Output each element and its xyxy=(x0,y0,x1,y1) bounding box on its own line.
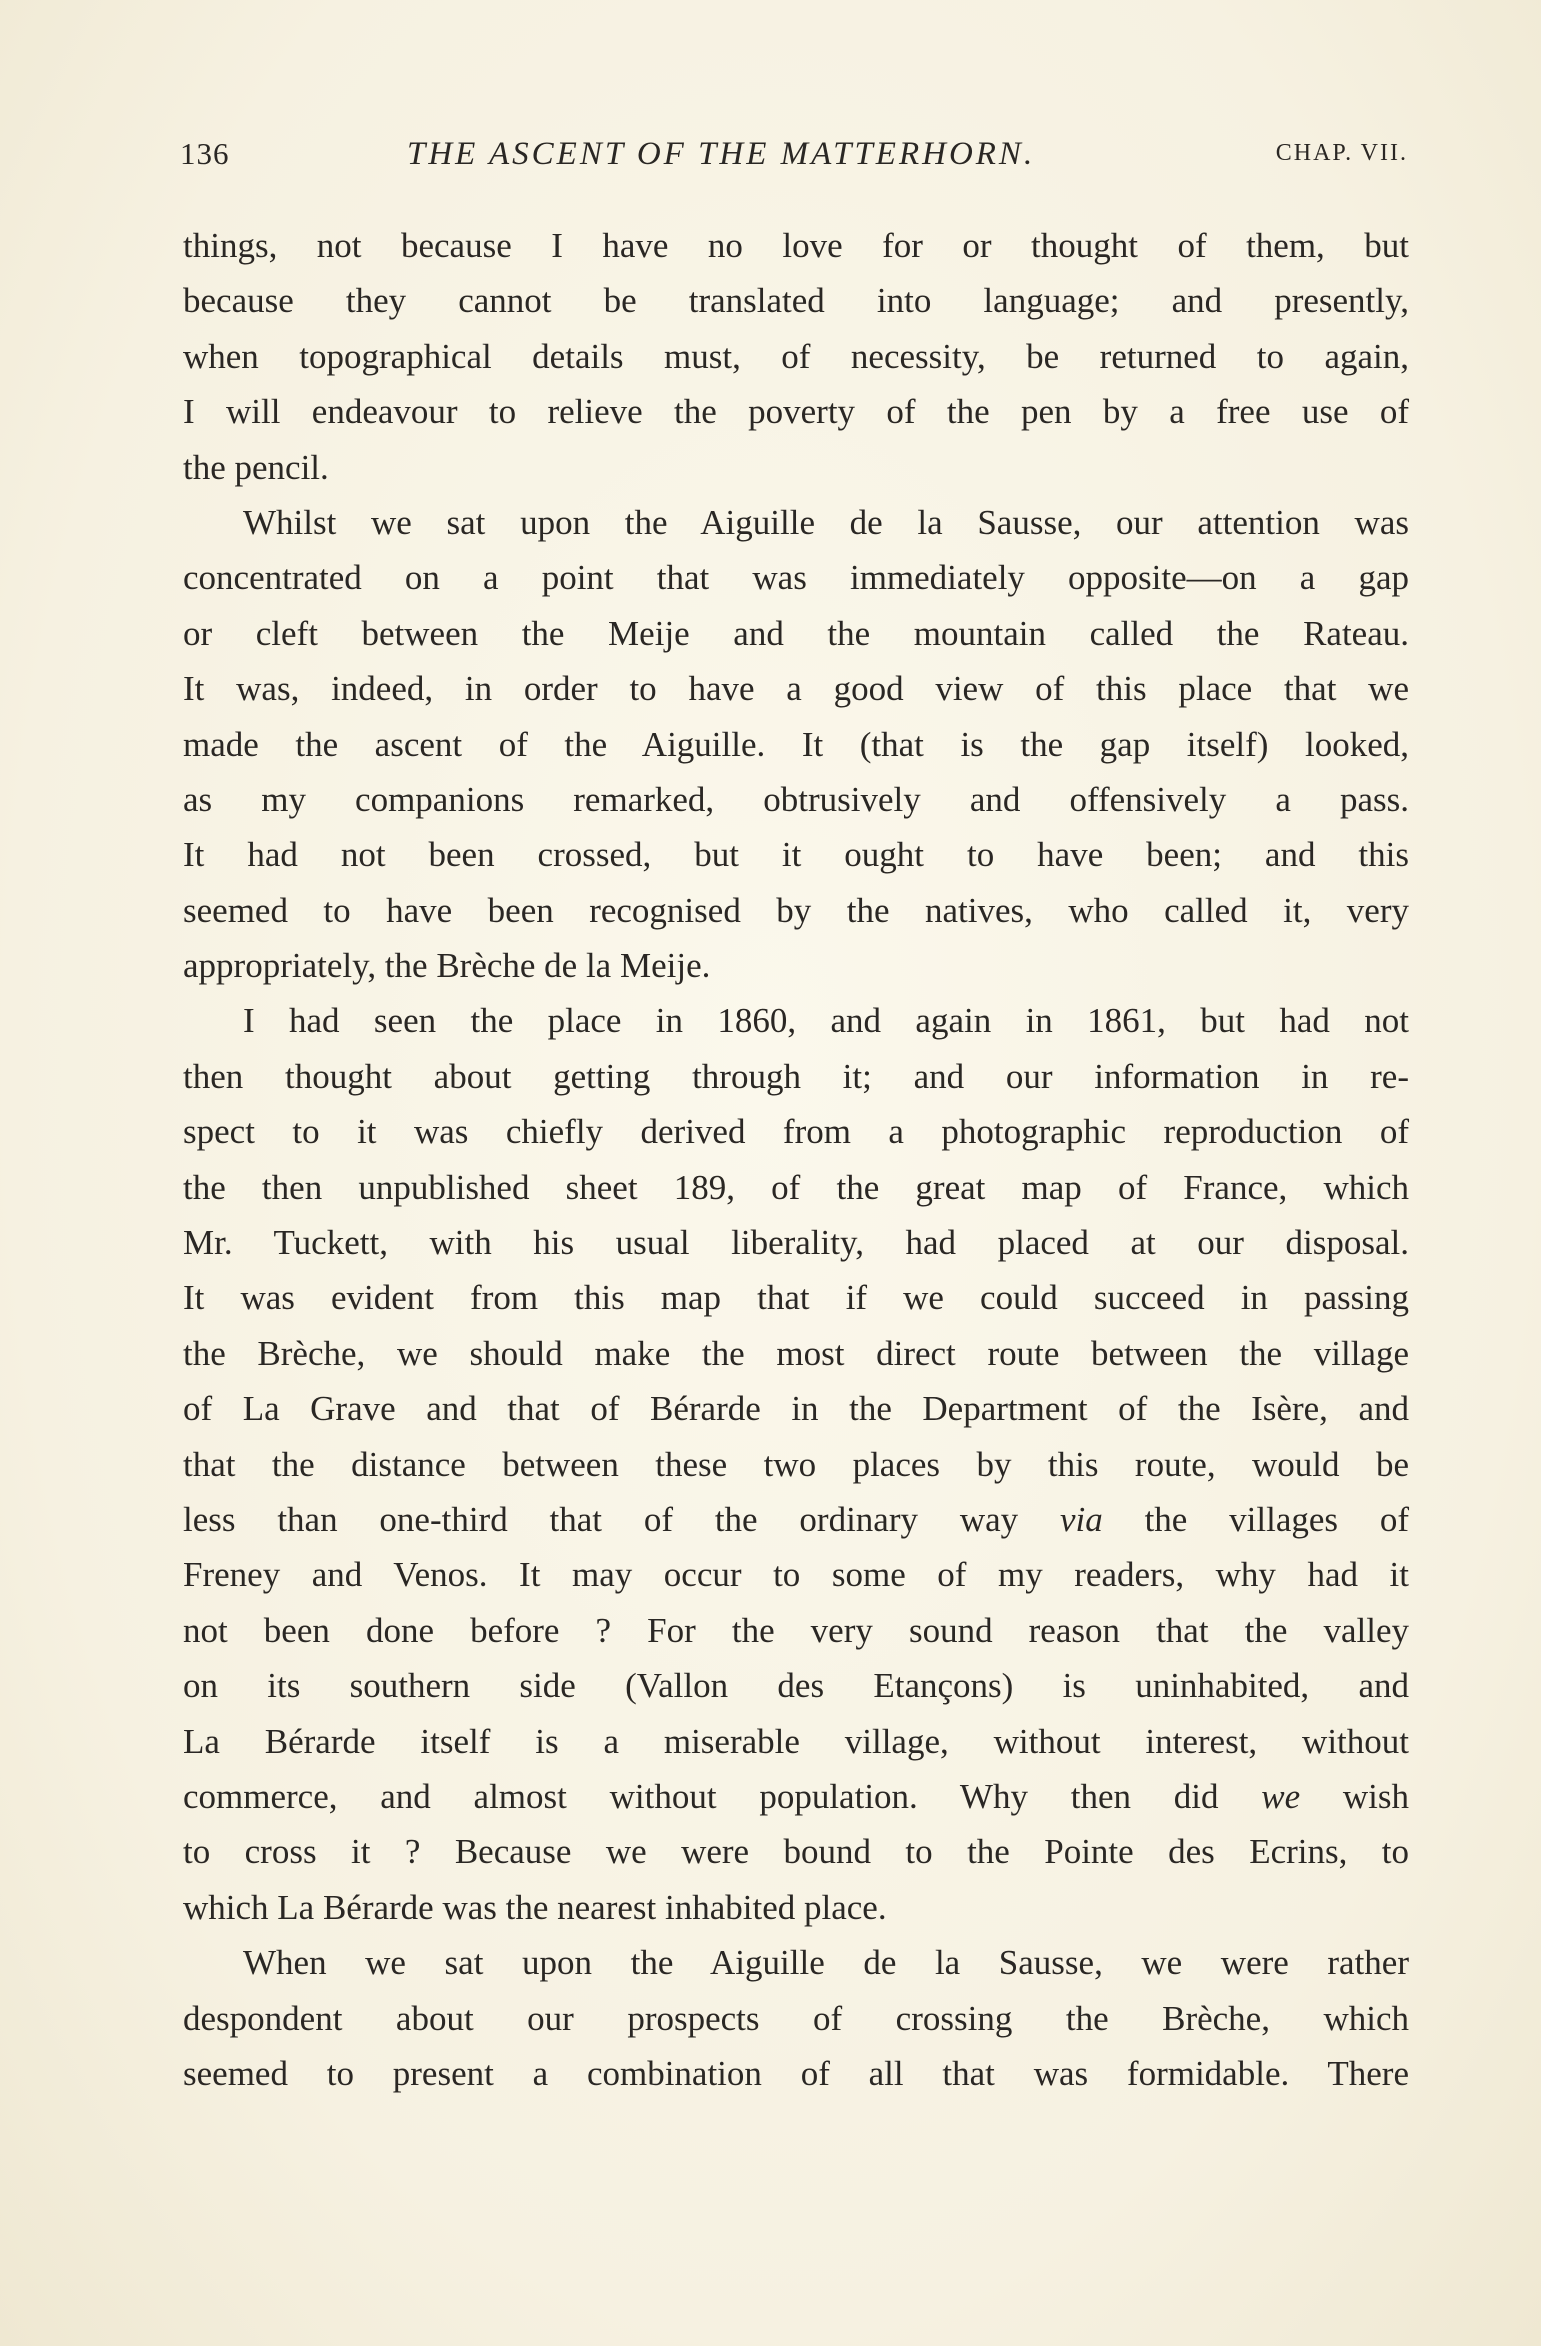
text-line: less than one-third that of the ordinary way via the villages of xyxy=(183,1499,1409,1539)
text-line: commerce, and almost without population. Why then did we wish xyxy=(183,1776,1409,1816)
text-line: or cleft between the Meije and the mountain called the Rateau. xyxy=(183,613,1409,653)
body-text xyxy=(183,218,1409,2101)
text-line: spect to it was chiefly derived from a photographic reproduction of xyxy=(183,1112,1409,1152)
text-line: when topographical details must, of necessity, be returned to again, xyxy=(183,336,1409,376)
paragraph-1 xyxy=(183,218,1409,495)
text-line: things, not because I have no love for or thought of them, but xyxy=(183,226,1409,265)
chapter-label: CHAP. VII. xyxy=(1275,140,1408,166)
text-line: which La Bérarde was the nearest inhabited place. xyxy=(183,1887,887,1927)
text-line: the then unpublished sheet 189, of the great map of France, which xyxy=(183,1167,1409,1207)
text-line: despondent about our prospects of crossing the Brèche, which xyxy=(183,1998,1409,2038)
text-line: concentrated on a point that was immediately opposite—on a gap xyxy=(183,558,1409,598)
text-line: to cross it ? Because we were bound to the Pointe des Ecrins, to xyxy=(183,1832,1409,1872)
text-line: on its southern side (Vallon des Etançons) is uninhabited, and xyxy=(183,1666,1409,1706)
text-line: I had seen the place in 1860, and again in 1861, but had not xyxy=(243,1001,1409,1041)
text-line: the pencil. xyxy=(183,447,329,487)
text-line: the Brèche, we should make the most direct route between the village xyxy=(183,1333,1409,1373)
text-line: then thought about getting through it; and our information in re- xyxy=(183,1056,1409,1096)
paragraph-2 xyxy=(183,495,1409,994)
text-line: When we sat upon the Aiguille de la Sausse, we were rather xyxy=(243,1943,1409,1983)
text-line: appropriately, the Brèche de la Meije. xyxy=(183,946,711,986)
text-line: that the distance between these two places by this route, would be xyxy=(183,1444,1409,1484)
text-line: I will endeavour to relieve the poverty of the pen by a free use of xyxy=(183,392,1409,432)
text-line: as my companions remarked, obtrusively and offensively a pass. xyxy=(183,779,1409,819)
paragraph-3 xyxy=(183,993,1409,1935)
text-line: La Bérarde itself is a miserable village, without interest, without xyxy=(183,1721,1409,1761)
text-line: of La Grave and that of Bérarde in the Department of the Isère, and xyxy=(183,1389,1409,1429)
text-line: made the ascent of the Aiguille. It (that is the gap itself) looked, xyxy=(183,724,1409,764)
text-line: Freney and Venos. It may occur to some of my readers, why had it xyxy=(183,1555,1409,1595)
running-title: THE ASCENT OF THE MATTERHORN. xyxy=(407,136,1036,172)
text-line: seemed to present a combination of all that was formidable. There xyxy=(183,2053,1409,2093)
text-line: Mr. Tuckett, with his usual liberality, had placed at our disposal. xyxy=(183,1223,1409,1263)
paragraph-4 xyxy=(183,1935,1409,2101)
text-line: because they cannot be translated into language; and presently, xyxy=(183,281,1409,321)
text-line: It was evident from this map that if we could succeed in passing xyxy=(183,1278,1409,1318)
text-line: not been done before ? For the very sound reason that the valley xyxy=(183,1610,1409,1650)
text-line: It was, indeed, in order to have a good view of this place that we xyxy=(183,669,1409,709)
page-number: 136 xyxy=(180,136,230,171)
text-line: It had not been crossed, but it ought to have been; and this xyxy=(183,835,1409,875)
running-header xyxy=(180,136,1408,176)
text-line: seemed to have been recognised by the natives, who called it, very xyxy=(183,890,1409,930)
text-line: Whilst we sat upon the Aiguille de la Sausse, our attention was xyxy=(243,502,1409,542)
